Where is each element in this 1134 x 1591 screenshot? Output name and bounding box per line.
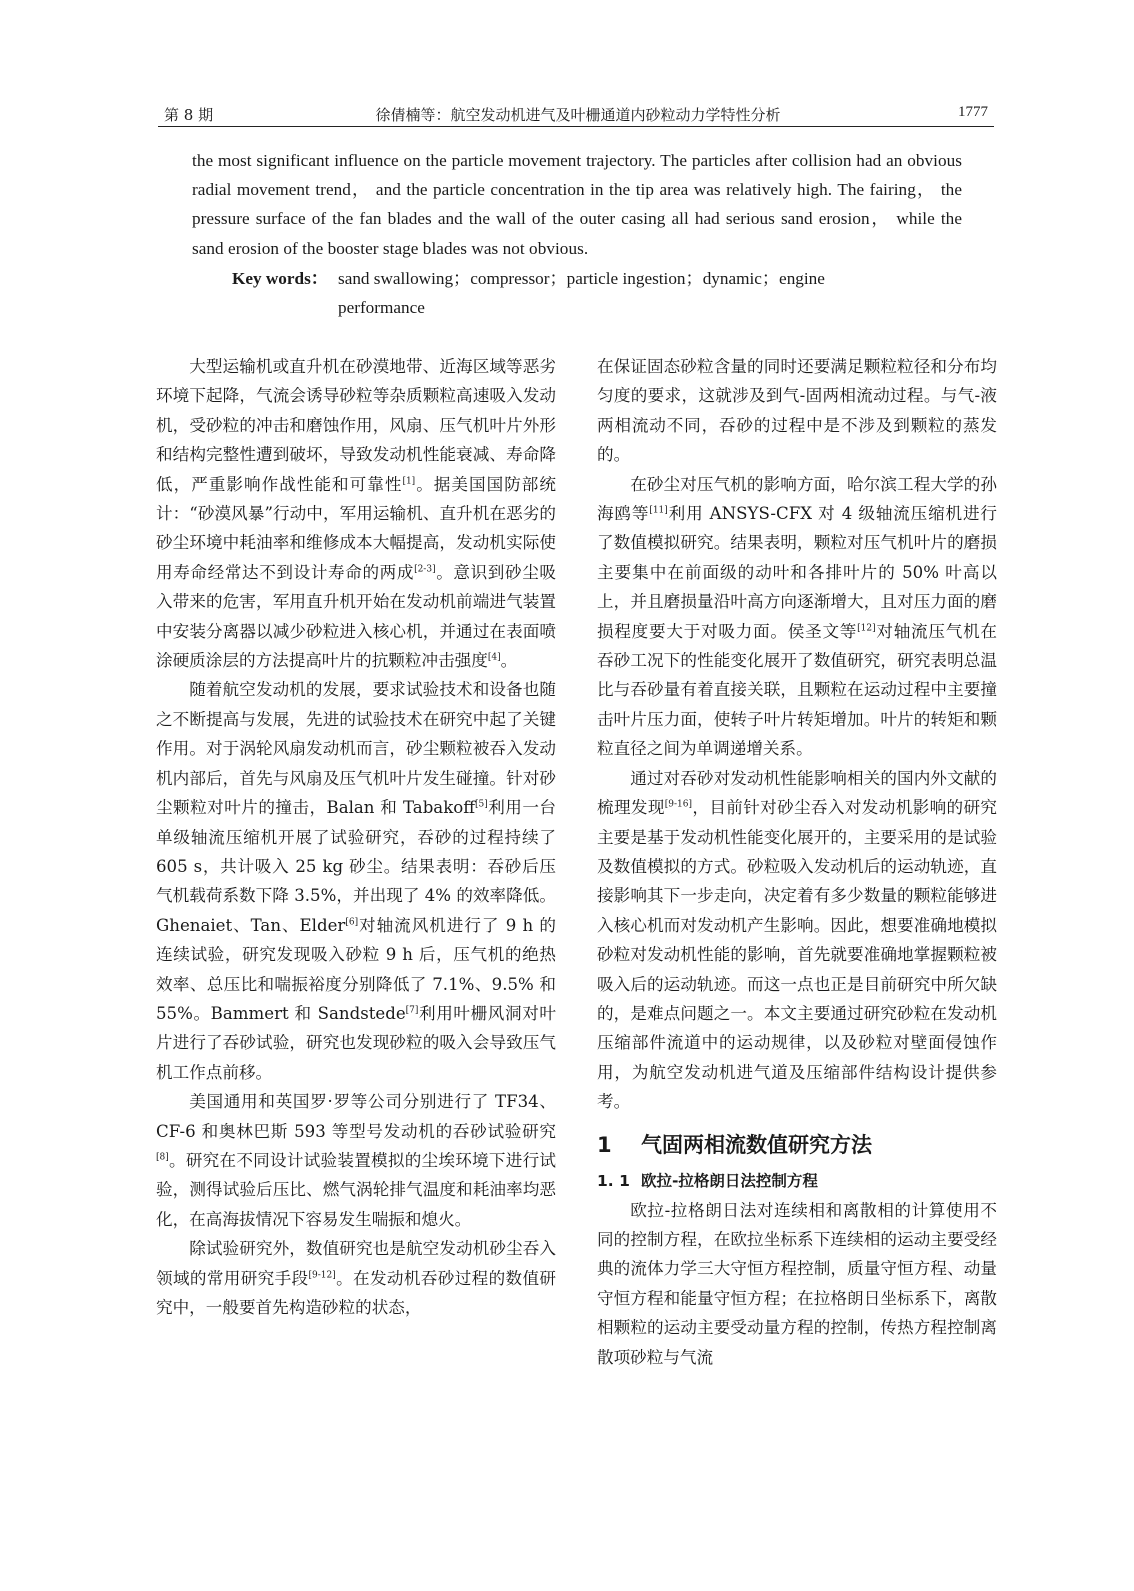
section-title: 气固两相流数值研究方法	[641, 1132, 872, 1157]
citation: [9-16]	[664, 799, 693, 810]
paragraph: 大型运输机或直升机在砂漠地带、近海区域等恶劣环境下起降，气流会诱导砂粒等杂质颗粒高速吸入发动机，受砂粒的冲击和磨蚀作用，风扇、压气机叶片外形和结构完整性遭到破坏，导致发动机性能衰减、寿命降低，严重影响作战性能和可靠性[1]。据美国国防部统计：“砂漠风暴”行动中，军用运输机、直升机在恶劣的砂尘环境中耗油率和维修成本大幅提高，发动机实际使用寿命经常达不到设计寿命的两成[2-3]。意识到砂尘吸入带来的危害，军用直升机开始在发动机前端进气装置中安装分离器以减少砂粒进入核心机，并通过在表面喷涂硬质涂层的方法提高叶片的抗颗粒冲击强度[4]。	[156, 357, 557, 671]
left-column	[156, 352, 556, 1322]
citation: [11]	[649, 505, 668, 516]
citation: [1]	[402, 476, 416, 487]
issue-number: 第 8 期	[164, 106, 214, 124]
citation: [9-12]	[308, 1270, 336, 1281]
paragraph: 在砂尘对压气机的影响方面，哈尔滨工程大学的孙海鸥等[11]利用 ANSYS-CFX 对 4 级轴流压缩机进行了数值模拟研究。结果表明，颗粒对压气机叶片的磨损主要集中在前面级的动叶和各排叶片的 50% 叶高以上，并且磨损量沿叶高方向逐渐增大，且对压力面的磨损程度要大于对吸力面。侯圣文等[12]对轴流压气机在吞砂工况下的性能变化展开了数值研究，研究表明总温比与吞砂量有着直接关联，且颗粒在运动过程中主要撞击叶片压力面，使转子叶片转矩增加。叶片的转矩和颗粒直径之间为单调递增关系。	[597, 474, 998, 759]
section-heading	[597, 1130, 997, 1160]
citation: [6]	[345, 917, 359, 928]
page-number: 1777	[958, 104, 988, 120]
header-rule	[158, 126, 994, 127]
abstract-text: the most significant influence on the particle movement trajectory. The particles after collision had an obvious radial movement trend， and the particle concentration in the tip area was relatively high. The fairing， the pressure surface of the fan blades and the wall of the outer casing all had serious sand erosion， while the sand erosion of the booster stage blades was not obvious.	[192, 151, 962, 258]
right-column	[597, 352, 997, 1372]
paragraph: 美国通用和英国罗·罗等公司分别进行了 TF34、CF-6 和奥林巴斯 593 等型号发动机的吞砂试验研究[8]。研究在不同设计试验装置模拟的尘埃环境下进行试验，测得试验后压比、燃气涡轮排气温度和耗油率均恶化，在高海拔情况下容易发生喘振和熄火。	[156, 1092, 556, 1229]
paragraph: 通过对吞砂对发动机性能影响相关的国内外文献的梳理发现[9-16]，目前针对砂尘吞入对发动机影响的研究主要是基于发动机性能变化展开的，主要采用的是试验及数值模拟的方式。砂粒吸入发动机后的运动轨迹，直接影响其下一步走向，决定着有多少数量的颗粒能够进入核心机而对发动机产生影响。因此，想要准确地模拟砂粒对发动机性能的影响，首先就要准确地掌握颗粒被吸入后的运动轨迹。而这一点也正是目前研究中所欠缺的，是难点问题之一。本文主要通过研究砂粒在发动机压缩部件流道中的运动规律，以及砂粒对壁面侵蚀作用，为航空发动机进气道及压缩部件结构设计提供参考。	[597, 768, 998, 1112]
citation: [7]	[405, 1005, 419, 1016]
paragraph: 随着航空发动机的发展，要求试验技术和设备也随之不断提高与发展，先进的试验技术在研究中起了关键作用。对于涡轮风扇发动机而言，砂尘颗粒被吞入发动机内部后，首先与风扇及压气机叶片发生碰撞。针对砂尘颗粒对叶片的撞击，Balan 和 Tabakoff[5]利用一台单级轴流压缩机开展了试验研究，吞砂的过程持续了 605 s，共计吸入 25 kg 砂尘。结果表明：吞砂后压气机载荷系数下降 3.5%，并出现了 4% 的效率降低。Ghenaiet、Tan、Elder[6]对轴流风机进行了 9 h 的连续试验，研究发现吸入砂粒 9 h 后，压气机的绝热效率、总压比和喘振裕度分别降低了 7.1%、9.5% 和 55%。Bammert 和 Sandstede[7]利用叶栅风洞对叶片进行了吞砂试验，研究也发现砂粒的吸入会导致压气机工作点前移。	[156, 680, 557, 1082]
keywords-label: Key words：	[232, 269, 328, 288]
paragraph: 在保证固态砂粒含量的同时还要满足颗粒粒径和分布均匀度的要求，这就涉及到气-固两相流动过程。与气-液两相流动不同，吞砂的过程中是不涉及到颗粒的蒸发的。	[597, 357, 997, 465]
paragraph: 欧拉-拉格朗日法对连续相和离散相的计算使用不同的控制方程，在欧拉坐标系下连续相的运动主要受经典的流体力学三大守恒方程控制，质量守恒方程、动量守恒方程和能量守恒方程；在拉格朗日坐标系下，离散相颗粒的运动主要受动量方程的控制，传热方程控制离散项砂粒与气流	[597, 1200, 997, 1367]
subsection-title: 欧拉-拉格朗日法控制方程	[641, 1171, 818, 1190]
paragraph: 除试验研究外，数值研究也是航空发动机砂尘吞入领域的常用研究手段[9-12]。在发动机吞砂过程的数值研究中，一般要首先构造砂粒的状态，	[156, 1239, 557, 1317]
citation: [2-3]	[414, 564, 436, 575]
subsection-number: 1. 1	[597, 1171, 630, 1190]
abstract-continuation	[192, 146, 962, 263]
citation: [12]	[857, 623, 876, 634]
citation: [4]	[487, 652, 501, 663]
running-title: 徐倩楠等：航空发动机进气及叶栅通道内砂粒动力学特性分析	[375, 106, 781, 124]
section-number: 1	[597, 1132, 612, 1157]
subsection-heading	[597, 1168, 997, 1194]
citation: [5]	[475, 799, 488, 810]
citation: [8]	[156, 1152, 169, 1163]
keywords-text: sand swallowing；compressor；particle ingestion；dynamic；engine performance	[338, 269, 825, 318]
page-header	[158, 100, 994, 128]
